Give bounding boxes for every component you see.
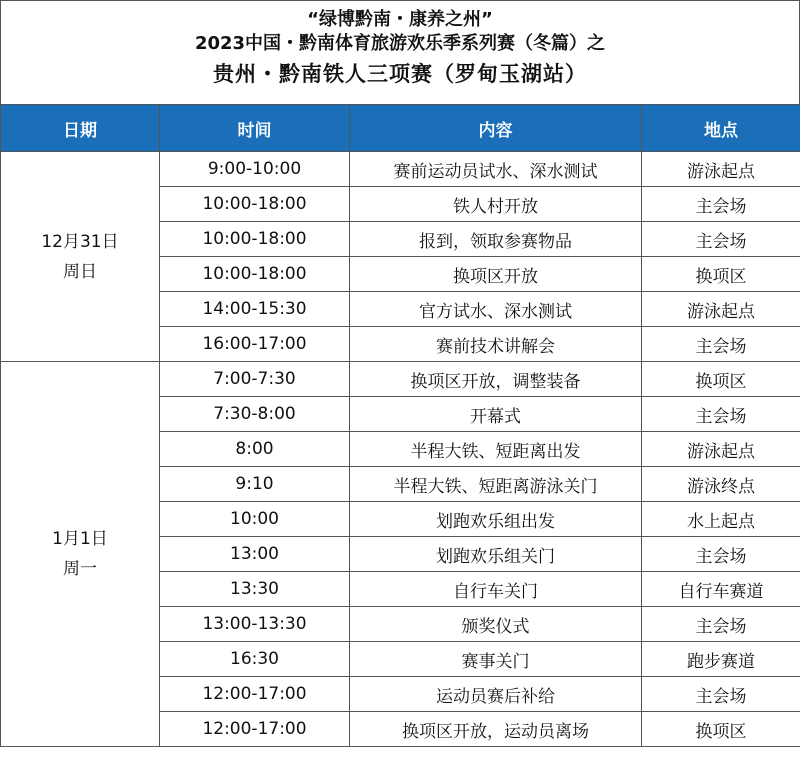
location-cell: 主会场	[642, 327, 800, 362]
location-cell: 主会场	[642, 677, 800, 712]
date-cell	[1, 152, 160, 362]
location-cell: 换项区	[642, 712, 800, 747]
location-cell: 主会场	[642, 397, 800, 432]
time-cell: 10:00-18:00	[160, 257, 350, 292]
time-cell: 16:30	[160, 642, 350, 677]
time-cell: 10:00	[160, 502, 350, 537]
time-cell: 9:00-10:00	[160, 152, 350, 187]
location-cell: 主会场	[642, 222, 800, 257]
time-cell: 10:00-18:00	[160, 222, 350, 257]
location-cell: 换项区	[642, 362, 800, 397]
time-cell: 12:00-17:00	[160, 712, 350, 747]
content-cell: 划跑欢乐组出发	[350, 502, 642, 537]
header-time: 时间	[160, 105, 350, 152]
content-cell: 官方试水、深水测试	[350, 292, 642, 327]
content-cell: 赛前技术讲解会	[350, 327, 642, 362]
location-cell: 主会场	[642, 537, 800, 572]
time-cell: 7:00-7:30	[160, 362, 350, 397]
title-series: 2023中国・黔南体育旅游欢乐季系列赛（冬篇）之	[194, 33, 606, 54]
location-cell: 主会场	[642, 607, 800, 642]
date-text: 1月1日	[52, 529, 108, 549]
table-row	[1, 152, 800, 187]
title-block	[0, 0, 800, 104]
header-location: 地点	[642, 105, 800, 152]
content-cell: 铁人村开放	[350, 187, 642, 222]
header-date: 日期	[1, 105, 160, 152]
time-cell: 16:00-17:00	[160, 327, 350, 362]
content-cell: 自行车关门	[350, 572, 642, 607]
content-cell: 赛前运动员试水、深水测试	[350, 152, 642, 187]
content-cell: 换项区开放，调整装备	[350, 362, 642, 397]
content-cell: 颁奖仪式	[350, 607, 642, 642]
header-content: 内容	[350, 105, 642, 152]
time-cell: 10:00-18:00	[160, 187, 350, 222]
content-cell: 半程大铁、短距离出发	[350, 432, 642, 467]
location-cell: 自行车赛道	[642, 572, 800, 607]
content-cell: 赛事关门	[350, 642, 642, 677]
title-event: 贵州・黔南铁人三项赛（罗甸玉湖站）	[213, 62, 587, 86]
time-cell: 8:00	[160, 432, 350, 467]
content-cell: 换项区开放	[350, 257, 642, 292]
date-cell	[1, 362, 160, 747]
time-cell: 9:10	[160, 467, 350, 502]
time-cell: 12:00-17:00	[160, 677, 350, 712]
schedule-body	[1, 152, 800, 747]
location-cell: 换项区	[642, 257, 800, 292]
location-cell: 游泳终点	[642, 467, 800, 502]
time-cell: 13:00	[160, 537, 350, 572]
content-cell: 换项区开放，运动员离场	[350, 712, 642, 747]
location-cell: 水上起点	[642, 502, 800, 537]
location-cell: 主会场	[642, 187, 800, 222]
time-cell: 13:00-13:30	[160, 607, 350, 642]
content-cell: 运动员赛后补给	[350, 677, 642, 712]
header-row	[1, 105, 800, 152]
location-cell: 游泳起点	[642, 152, 800, 187]
location-cell: 游泳起点	[642, 432, 800, 467]
location-cell: 跑步赛道	[642, 642, 800, 677]
time-cell: 14:00-15:30	[160, 292, 350, 327]
time-cell: 13:30	[160, 572, 350, 607]
content-cell: 开幕式	[350, 397, 642, 432]
weekday-text: 周日	[63, 261, 97, 282]
content-cell: 半程大铁、短距离游泳关门	[350, 467, 642, 502]
weekday-text: 周一	[63, 559, 97, 579]
time-cell: 7:30-8:00	[160, 397, 350, 432]
table-row	[1, 362, 800, 397]
content-cell: 报到，领取参赛物品	[350, 222, 642, 257]
date-text: 12月31日	[41, 231, 119, 252]
title-slogan: “绿博黔南・康养之州”	[307, 9, 493, 30]
location-cell: 游泳起点	[642, 292, 800, 327]
content-cell: 划跑欢乐组关门	[350, 537, 642, 572]
schedule-table	[0, 104, 800, 747]
